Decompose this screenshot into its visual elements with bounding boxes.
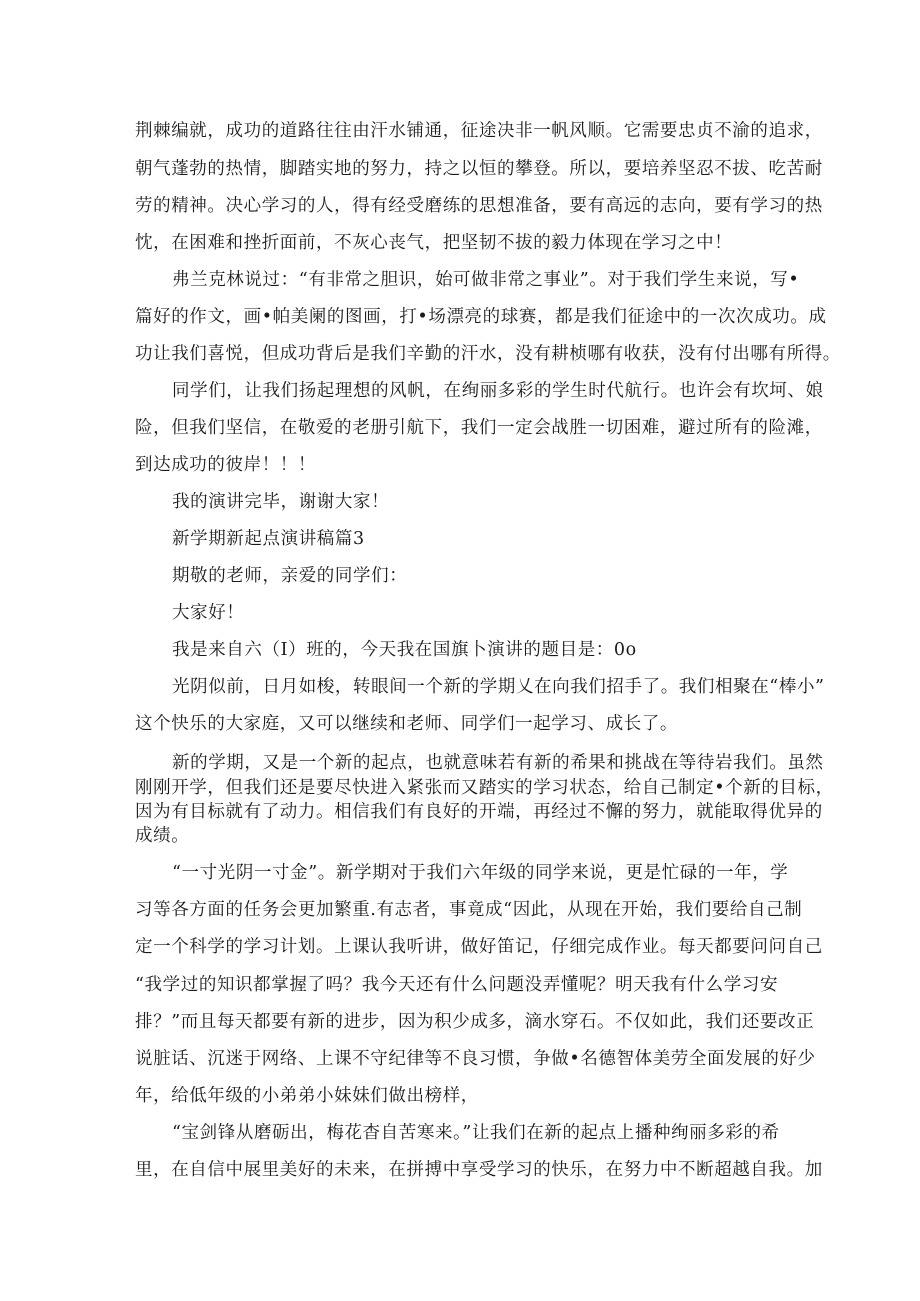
text-line: 排？”而且每天都要有新的进步，因为积少成多，滴水穿石。不仅如此，我们还要改正 — [135, 1012, 815, 1032]
section-heading: 新学期新起点演讲稿篇3 — [172, 529, 365, 549]
text-line: 同学们，让我们扬起理想的风帆，在绚丽多彩的学生时代航行。也许会有坎坷、娘 — [172, 381, 824, 401]
text-line: 因为有目标就有了动力。相信我们有良好的开端，再经过不懈的努力，就能取得优异的 — [135, 802, 823, 822]
text-line: 忱，在困难和挫折面前，不灰心丧气，把坚韧不拔的毅力体现在学习之中！ — [135, 233, 733, 253]
text-line: “宝剑锋从磨砺出，梅花杳自苦寒来。”让我们在新的起点上播种绚丽多彩的希 — [172, 1123, 780, 1143]
text-line: 年，给低年级的小弟弟小妹妹们做出榜样， — [135, 1086, 479, 1106]
text-line: 我是来自六（I）班的，今天我在国旗卜演讲的题目是：0o — [172, 640, 637, 660]
salutation: 期敬的老师，亲爱的同学们： — [172, 566, 408, 586]
text-line: 定一个科学的学习计划。上课认我听讲，做好笛记，仔细完成作业。每天都要问问自己 — [135, 937, 823, 957]
text-line: 险，但我们坚信，在敬爱的老册引航下，我们一定会战胜一切困难，避过所有的险滩， — [135, 418, 823, 438]
text-line: 劳的精神。决心学习的人，得有经受磨练的思想准备，要有高远的志向，要有学习的热 — [135, 196, 823, 216]
text-line: 光阴似前，日月如梭，转眼间一个新的学期乂在向我们招手了。我们相聚在“棒小” — [172, 677, 825, 697]
text-line: 刚刚开学，但我们还是要尽快进入紧张而又踏实的学习状态，给自己制定•个新的目标， — [135, 778, 834, 798]
text-line: 到达成功的彼岸！！！ — [135, 455, 316, 475]
text-line: 成绩。 — [135, 826, 190, 846]
text-line: 荆棘编就，成功的道路往往由汗水铺通，征途决非一帆风顺。它需要忠贞不渝的追求， — [135, 121, 823, 141]
text-line: 功让我们喜悦，但成功背后是我们辛勤的汗水，没有耕桢哪有收获，没有付出哪有所得。 — [135, 344, 841, 364]
text-line: 说脏话、沉迷于网络、上课不守纪律等不良习惯，争做•名德智体美劳全面发展的好少 — [135, 1049, 816, 1069]
text-line: 篇好的作文，画•帕美阑的图画，打•场漂亮的球赛，都是我们征途中的一次次成功。成 — [135, 307, 827, 327]
text-line: 里，在自信中展里美好的未来，在拼搏中享受学习的快乐，在努力中不断超越自我。加 — [135, 1160, 823, 1180]
text-line: “一寸光阴一寸金”。新学期对于我们六年级的同学来说，更是忙碌的一年，学 — [172, 863, 789, 883]
text-line: 我的演讲完毕，谢谢大家！ — [172, 492, 390, 512]
greeting: 大家好！ — [172, 603, 245, 623]
text-line: “我学过的知识都掌握了吗？我今天还有什么问题没弄懂呢？明天我有什么学习安 — [135, 975, 779, 995]
text-line: 朝气蓬勃的热情，脚踏实地的努力，持之以恒的攀登。所以，要培养坚忍不拔、吃苦耐 — [135, 159, 823, 179]
text-line: 新的学期，又是一个新的起点，也就意味若有新的希果和挑战在等待岩我们。虽然 — [172, 753, 824, 773]
text-line: 弗兰克林说过：“有非常之胆识，始可做非常之事业”。对于我们学生来说，写• — [172, 270, 800, 290]
text-line: 这个快乐的大家庭，又可以继续和老师、同学们一起学习、成长了。 — [135, 714, 678, 734]
text-line: 习等各方面的任务会更加繁重.有志者，事竟成“因此，从现在开始，我们要给自己制 — [135, 900, 803, 920]
